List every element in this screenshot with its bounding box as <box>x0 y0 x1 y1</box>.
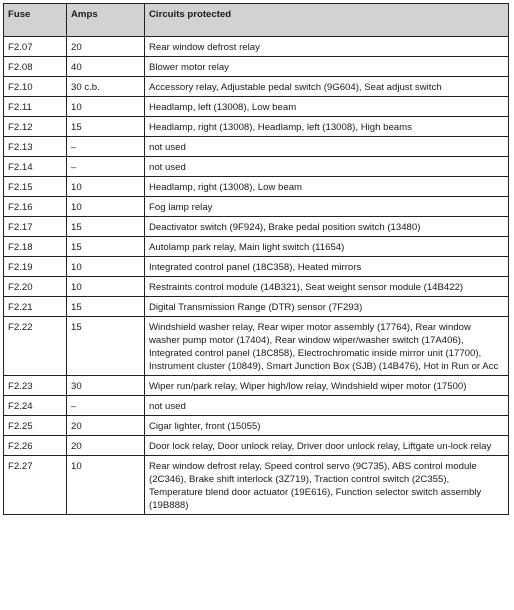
fuse-cell: F2.07 <box>4 37 67 57</box>
table-row <box>4 257 509 277</box>
circuits-cell: Deactivator switch (9F924), Brake pedal position switch (13480) <box>145 217 509 237</box>
table-row <box>4 317 509 376</box>
table-row <box>4 137 509 157</box>
table-row <box>4 177 509 197</box>
amps-cell: 20 <box>67 436 145 456</box>
fuse-cell: F2.16 <box>4 197 67 217</box>
amps-cell: 30 <box>67 376 145 396</box>
table-row <box>4 217 509 237</box>
table-row <box>4 237 509 257</box>
fuse-cell: F2.20 <box>4 277 67 297</box>
circuits-cell: Blower motor relay <box>145 57 509 77</box>
circuits-cell: Door lock relay, Door unlock relay, Driver door unlock relay, Liftgate un-lock relay <box>145 436 509 456</box>
amps-cell: 15 <box>67 317 145 376</box>
fuse-cell: F2.17 <box>4 217 67 237</box>
amps-cell: 10 <box>67 257 145 277</box>
amps-cell: 15 <box>67 217 145 237</box>
fuse-cell: F2.12 <box>4 117 67 137</box>
table-row <box>4 396 509 416</box>
circuits-cell: not used <box>145 157 509 177</box>
table-header-row <box>4 4 509 37</box>
fuse-cell: F2.10 <box>4 77 67 97</box>
fuse-cell: F2.19 <box>4 257 67 277</box>
amps-cell: 20 <box>67 416 145 436</box>
table-row <box>4 117 509 137</box>
fuse-cell: F2.25 <box>4 416 67 436</box>
amps-cell: 10 <box>67 277 145 297</box>
header-circuits: Circuits protected <box>145 4 509 37</box>
table-row <box>4 297 509 317</box>
fuse-cell: F2.18 <box>4 237 67 257</box>
circuits-cell: Rear window defrost relay, Speed control servo (9C735), ABS control module (2C346), Brake shift interlock (3Z719), Traction control switch (2C355), Temperature blend door actuator (19E616), Function selector switch assembly (19B888) <box>145 456 509 515</box>
table-body <box>4 37 509 515</box>
table-row <box>4 197 509 217</box>
amps-cell: 30 c.b. <box>67 77 145 97</box>
circuits-cell: Autolamp park relay, Main light switch (11654) <box>145 237 509 257</box>
circuits-cell: Headlamp, left (13008), Low beam <box>145 97 509 117</box>
circuits-cell: Cigar lighter, front (15055) <box>145 416 509 436</box>
amps-cell: 15 <box>67 117 145 137</box>
table-row <box>4 157 509 177</box>
fuse-cell: F2.22 <box>4 317 67 376</box>
amps-cell: 15 <box>67 297 145 317</box>
amps-cell: 40 <box>67 57 145 77</box>
amps-cell: 10 <box>67 197 145 217</box>
amps-cell: 20 <box>67 37 145 57</box>
table-row <box>4 456 509 515</box>
circuits-cell: Windshield washer relay, Rear wiper motor assembly (17764), Rear window washer pump motor (17404), Rear window wiper/washer switch (17A406), Integrated control panel (18C858), Electrochromatic inside mirror unit (17700), Instrument cluster (10849), Smart Junction Box (SJB) (14B476), Hot in Run or Acc <box>145 317 509 376</box>
amps-cell: – <box>67 157 145 177</box>
circuits-cell: Headlamp, right (13008), Low beam <box>145 177 509 197</box>
circuits-cell: Integrated control panel (18C358), Heated mirrors <box>145 257 509 277</box>
amps-cell: – <box>67 396 145 416</box>
fuse-cell: F2.21 <box>4 297 67 317</box>
table-row <box>4 77 509 97</box>
fuse-cell: F2.14 <box>4 157 67 177</box>
amps-cell: 10 <box>67 177 145 197</box>
fuse-cell: F2.26 <box>4 436 67 456</box>
header-amps: Amps <box>67 4 145 37</box>
fuse-cell: F2.15 <box>4 177 67 197</box>
fuse-cell: F2.24 <box>4 396 67 416</box>
fuse-cell: F2.11 <box>4 97 67 117</box>
table-row <box>4 37 509 57</box>
fuse-cell: F2.08 <box>4 57 67 77</box>
amps-cell: 10 <box>67 97 145 117</box>
circuits-cell: Rear window defrost relay <box>145 37 509 57</box>
circuits-cell: Headlamp, right (13008), Headlamp, left (13008), High beams <box>145 117 509 137</box>
amps-cell: – <box>67 137 145 157</box>
amps-cell: 15 <box>67 237 145 257</box>
circuits-cell: not used <box>145 137 509 157</box>
fuse-table <box>3 3 509 515</box>
fuse-cell: F2.27 <box>4 456 67 515</box>
amps-cell: 10 <box>67 456 145 515</box>
fuse-cell: F2.13 <box>4 137 67 157</box>
circuits-cell: not used <box>145 396 509 416</box>
circuits-cell: Fog lamp relay <box>145 197 509 217</box>
table-row <box>4 436 509 456</box>
circuits-cell: Wiper run/park relay, Wiper high/low relay, Windshield wiper motor (17500) <box>145 376 509 396</box>
table-row <box>4 97 509 117</box>
table-row <box>4 376 509 396</box>
circuits-cell: Restraints control module (14B321), Seat weight sensor module (14B422) <box>145 277 509 297</box>
table-row <box>4 277 509 297</box>
table-row <box>4 416 509 436</box>
circuits-cell: Digital Transmission Range (DTR) sensor (7F293) <box>145 297 509 317</box>
circuits-cell: Accessory relay, Adjustable pedal switch (9G604), Seat adjust switch <box>145 77 509 97</box>
header-fuse: Fuse <box>4 4 67 37</box>
fuse-cell: F2.23 <box>4 376 67 396</box>
table-row <box>4 57 509 77</box>
